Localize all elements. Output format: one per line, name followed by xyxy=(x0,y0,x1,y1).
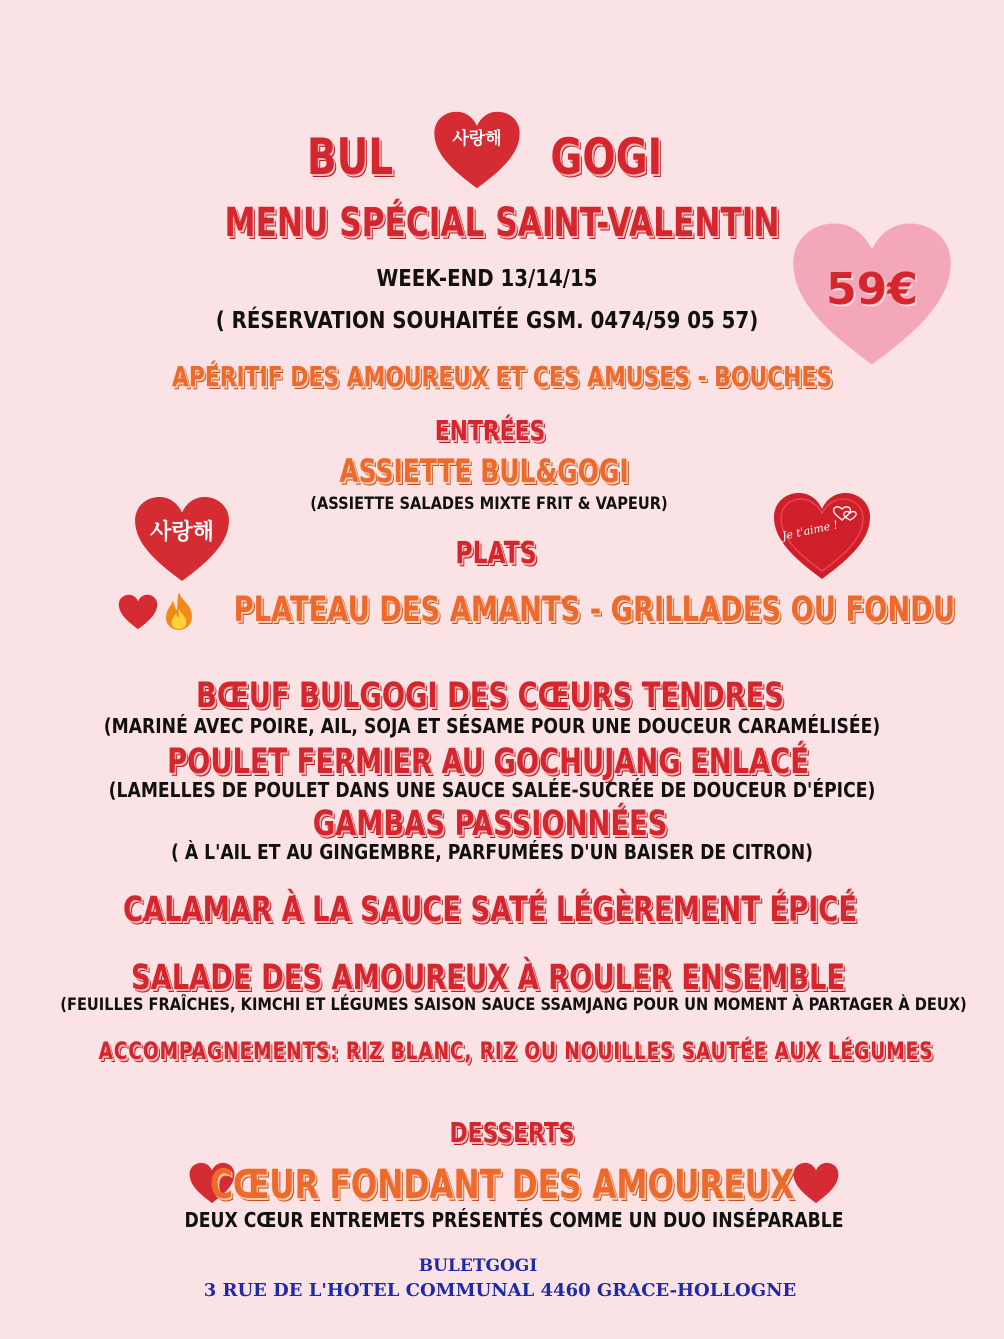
entrees-heading: ENTRÉES xyxy=(434,414,546,447)
heart-right-text: Je t'aime ! xyxy=(780,518,840,543)
dish-poulet-desc: (LAMELLES DE POULET DANS UNE SAUCE SALÉE-SUCRÉE DE DOUCEUR D'ÉPICE) xyxy=(108,778,876,802)
brand-right: GOGI xyxy=(550,128,663,186)
brand-left: BUL xyxy=(306,128,394,186)
heart-icon-top xyxy=(432,110,522,190)
dish-gambas: GAMBAS PASSIONNÉES xyxy=(312,804,668,844)
entrees-desc: (ASSIETTE SALADES MIXTE FRIT & VAPEUR) xyxy=(310,494,668,514)
reservation-info: ( RÉSERVATION SOUHAITÉE GSM. 0474/59 05 57) xyxy=(215,308,759,334)
menu-dates: WEEK-END 13/14/15 xyxy=(376,266,598,292)
desserts-heading: DESSERTS xyxy=(449,1116,575,1149)
heart-icon-dessert-right xyxy=(792,1162,840,1208)
dessert-desc: DEUX CŒUR ENTREMETS PRÉSENTÉS COMME UN DUO INSÉPARABLE xyxy=(184,1208,844,1232)
dish-calamar: CALAMAR À LA SAUCE SATÉ LÉGÈREMENT ÉPICÉ xyxy=(122,890,857,930)
plateau-line: PLATEAU DES AMANTS - GRILLADES OU FONDU xyxy=(233,590,956,630)
dish-bulgogi-desc: (MARINÉ AVEC POIRE, AIL, SOJA ET SÉSAME POUR UNE DOUCEUR CARAMÉLISÉE) xyxy=(103,714,881,738)
entrees-dish: ASSIETTE BUL&GOGI xyxy=(339,452,629,490)
heart-icon-plateau xyxy=(118,594,158,634)
price-heart xyxy=(790,220,954,368)
dish-poulet: POULET FERMIER AU GOCHUJANG ENLACÉ xyxy=(167,742,809,782)
dish-salade: SALADE DES AMOUREUX À ROULER ENSEMBLE xyxy=(130,958,846,998)
aperitif-line: APÉRITIF DES AMOUREUX ET CES AMUSES - BOUCHES xyxy=(171,360,833,393)
dessert-dish: CŒUR FONDANT DES AMOUREUX xyxy=(209,1162,795,1208)
menu-subtitle: MENU SPÉCIAL SAINT-VALENTIN xyxy=(224,200,780,246)
dish-salade-desc: (FEUILLES FRAÎCHES, KIMCHI ET LÉGUMES SAISON SAUCE SSAMJANG POUR UN MOMENT À PARTAGER À DEUX) xyxy=(60,995,967,1015)
accompagnements-line: ACCOMPAGNEMENTS: RIZ BLANC, RIZ OU NOUILLES SAUTÉE AUX LÉGUMES xyxy=(98,1037,934,1065)
price-label: 59€ xyxy=(826,264,918,315)
fire-icon xyxy=(158,590,200,636)
heart-left-text: 사랑해 xyxy=(150,520,214,545)
plats-heading: PLATS xyxy=(455,536,537,571)
heart-korean-text: 사랑해 xyxy=(452,129,502,149)
dish-gambas-desc: ( À L'AIL ET AU GINGEMBRE, PARFUMÉES D'UN BAISER DE CITRON) xyxy=(170,840,814,864)
footer-name: BULETGOGI xyxy=(418,1256,538,1276)
dish-bulgogi: BŒUF BULGOGI DES CŒURS TENDRES xyxy=(196,676,784,716)
footer-address: 3 RUE DE L'HOTEL COMMUNAL 4460 GRACE-HOLLOGNE xyxy=(203,1280,797,1301)
